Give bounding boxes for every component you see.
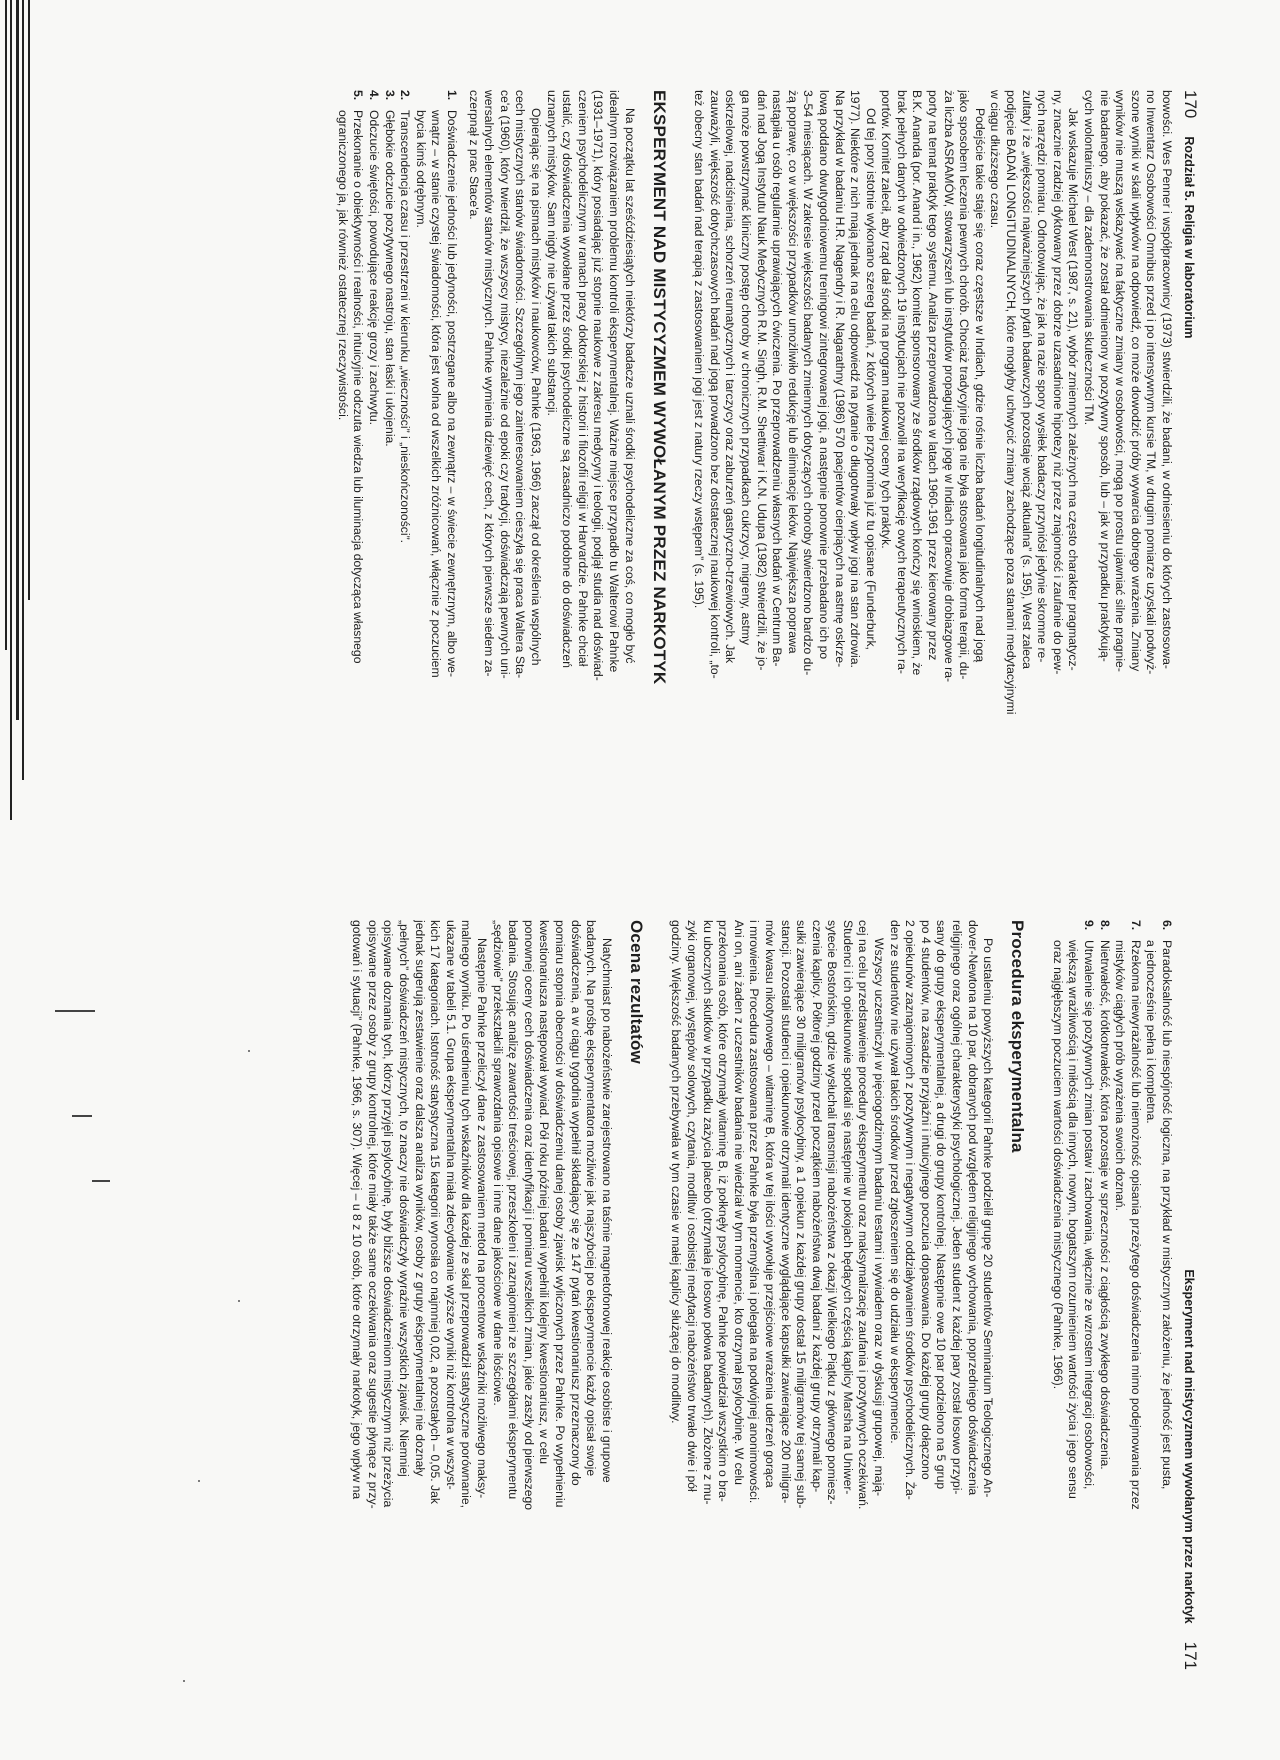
text-line: bowości. Wes Penner i współpracownicy (1973) stwierdzili, że badani, w odniesieniu do których zastosowa- [1160, 90, 1174, 669]
list-item [1096, 920, 1112, 1670]
text-line: nych narzędzi pomiaru. Odnotowując, że jak na razie spory wysiłek badaczy przyniósł jedynie skromne re- [1035, 90, 1050, 663]
text-line: 1977). Niektóre z nich mają jednak na celu odpowiedź na pytanie o długotrwały wpływ jogi na stan zdrowia. [848, 90, 863, 668]
list-text [381, 110, 397, 447]
text-line: porty na temat praktyk tego systemu. Analiza przeprowadzona w latach 1960-1961 przez kierowany przez [926, 90, 941, 661]
text-line: B.K. Ananda (por. Anand i in., 1962) komitet sponsorowany ze środków rządowych kończy się wnioskiem, że [910, 90, 925, 676]
text-line: den ze studentów nie używał takich środków przed zgłoszeniem się do udziału w eksperymencie. [887, 920, 902, 1444]
list-number: 6. [1160, 920, 1174, 931]
text-line: uznanych mistyków. Sam nigdy nie używał takich substancji. [544, 90, 559, 416]
text-line: Rzekoma niewyrażalność lub niemożność opisania przeżytego doświadczenia mimo podejmowania przez [1128, 940, 1143, 1510]
text-line: mów kwasu nikotynowego – witaminę B, która w tej ilości wywołuje przejściowe wrażenia uderzeń gorąca [762, 920, 777, 1488]
paragraph [668, 920, 886, 1670]
text-line: opisywane doznania tych, którzy przyjęli psylocybinę, były bliższe doświadczeniom mistycznym niż przeżycia [381, 920, 396, 1508]
text-line: doświadczenia, a w ciągu tygodnia wypełnił składający się ze 147 pytań kwestionariusz przeznaczony do [568, 920, 583, 1486]
text-line: ponownej oceny cech doświadczenia oraz identyfikacji i pomiaru wszelkich zmian, jakie zaszły od pierwszego [521, 920, 536, 1511]
list-number: 1. [445, 90, 460, 101]
text-line: badanych. Na prośbę eksperymentatora możliwie jak najszybciej po eksperymencie każdy opisał swoje [584, 920, 599, 1477]
text-line: Paradoksalność lub niespójność logiczna, na przykład w mistycznym założeniu, że jedność jest pusta, [1160, 940, 1174, 1490]
text-line: stancji. Pozostali studenci i opiekunowie otrzymali identyczne wyglądające kapsułki zawierające 200 miligra- [778, 920, 793, 1504]
list-item [381, 90, 397, 840]
paragraph [886, 920, 995, 1670]
text-line: Głębokie odczucie pozytywnego nastroju, stan łaski i ukojenia. [382, 110, 397, 447]
text-line: no Inwentarz Osobowości Omnibus przed i po intensywnym kursie TM, w drugim pomiarze uzyskali podwyż- [1144, 90, 1159, 675]
text-line: Od tej pory istotnie wykonano szereg badań, z których wiele przypomina już tu opisane (Funderburk, [863, 108, 878, 650]
text-line: Po ustaleniu powyższych kategorii Pahnke podzielił grupę 20 studentów Seminarium Teologicznego An- [981, 938, 996, 1498]
text-line: gotowań i sytuacji” (Pahnke, 1966, s. 307). Więcej – u 8 z 10 osób, które otrzymały narkotyk, jego wpływ na [350, 920, 365, 1500]
text-line: ukazane w tabeli 5.1. Grupa eksperymentalna miała zdecydowanie wyższe wyniki niż kontrolna w wszyst- [443, 920, 458, 1490]
list-item [397, 90, 413, 840]
text-line: też obecny stan badań nad terapią z zastosowaniem jogi jest z natury rzeczy wstępem” (s. 195). [692, 90, 707, 609]
list-number: 8. [1097, 920, 1112, 931]
paragraph [987, 90, 1081, 840]
text-line: brak pełnych danych w odwiedzonych 19 instytucjach nie pozwolił na weryfikację owych terapeutycznych ra- [894, 90, 909, 674]
scan-artifact [248, 1050, 250, 1052]
text-line: oraz najgłębszym poczuciem wartości doświadczenia mistycznego (Pahnke, 1966). [1050, 940, 1065, 1390]
list-item [412, 90, 459, 840]
text-line: sany do grupy eksperymentalnej, a drugi do grupy kontrolnej. Następnie owe 10 par podzielono na 5 grup [934, 920, 949, 1490]
text-line: Ani on, ani żaden z uczestników badania nie wiedział w tym momencie, kto otrzymał psylocybinę. W celu [731, 920, 746, 1485]
text-line: lową poddano dwutygodniowemu treningowi zintegrowanej jogi, a następnie ponownie przebadano ich po [816, 90, 831, 660]
numbered-list [1049, 920, 1174, 1670]
text-line: mistyków ciągłych prób wyrażenia swoich doznań. [1113, 940, 1128, 1211]
text-line: Natychmiast po nabożeństwie zarejestrowano na taśmie magnetofonowej reakcje osobiste i grupowe [599, 938, 614, 1483]
text-line: 3–54 miesiącach. W zakresie większości badanych zmiennych dotyczących choroby stwierdzono bardzo du- [801, 90, 816, 676]
list-text [366, 110, 382, 425]
text-line: kich 17 kategoriach. Istotność statystyczna 15 kategorii wynosiła co najmniej 0,02, a pozostałych – 0,05. Jak [428, 920, 443, 1504]
text-line: oskrzelowej, nadciśnienia, schorzeń reumatycznych i tarczycy oraz zaburzeń gastryczno-trzewiowych. Jak [723, 90, 738, 664]
text-line: Studenci i ich opiekunowie spotkali się następnie w pokojach będących częścią kaplicy Marsha na Uniwer- [840, 920, 855, 1495]
numbered-list [334, 90, 459, 840]
chapter-title: Rozdział 5. Religia w laboratorium [1182, 136, 1196, 339]
text-line: dań nad Jogą Instytutu Nauk Medycznych R.M. Singh, R.M. Shettiwar i K.N. Udupa (1982) stwierdzili, że jo- [754, 90, 769, 671]
list-text [412, 110, 459, 678]
list-number: 4. [367, 90, 382, 101]
text-line: opisywane przez osoby z grupy kontrolnej, które miały także same oczekiwania oraz sugestie płynące z przy- [365, 920, 380, 1509]
text-line: ograniczonego ja, jak również ostatecznej rzeczywistości. [335, 110, 350, 421]
text-line: zyki organowej, występów solowych, czytania, modlitw i osobistej medytacji nabożeństwo trwało dwie i pół [684, 920, 699, 1492]
list-number: 7. [1128, 920, 1143, 931]
scan-artifact [198, 1480, 200, 1482]
text-line: czerpnął z prac Stace'a. [466, 90, 481, 220]
paragraph [349, 920, 489, 1670]
text-line: żą poprawę, co w większości przypadków umożliwiło redukcję lub eliminację leków. Największa poprawa [785, 90, 800, 654]
text-line: ku ubocznych skutków w przypadku zażycia placebo (otrzymała je losowo połowa badanych). Złożone z mu- [700, 920, 715, 1505]
text-line: Na początku lat sześćdziesiątych niektórzy badacze uznali środki psychodeliczne za coś, co mogło być [622, 108, 637, 664]
text-line: Nietrwałość, krótkotrwałość, która pozostaje w sprzeczności z ciągłością zwykłego doświadczenia. [1097, 940, 1112, 1470]
subsection-heading: Procedura eksperymentalna [1008, 920, 1028, 1153]
text-line: portów. Komitet zalecił, aby rząd dał środki na program naukowej oceny tych praktyk. [879, 90, 894, 549]
text-line: ga może powstrzymać kliniczny postęp choroby w chronicznych przypadkach cukrzycy, migreny, astmy [738, 90, 753, 645]
text-line: zauważyli, większość dotychczasowych badań nad jogą prowadzono bez dostatecznej naukowej kontroli, „to- [707, 90, 722, 679]
text-line: Wszyscy uczestniczyli w pięciogodzinnym badaniu testami i wywiadem oraz w dyskusji grupowej, mają- [872, 938, 887, 1497]
text-line: cej na celu przedstawienie procedury eksperymentu oraz maksymalizację zaufania i pozytywnych oczekiwań. [856, 920, 871, 1510]
text-line: i mrowienia. Procedura zastosowana przez Pahnke była przemyślna i polegała na podwójnej anonimowości. [747, 920, 762, 1504]
list-text [1112, 940, 1143, 1510]
text-line: po 4 studentów, na zasadzie przyjaźni i intuicyjnego poczucia dopasowania. Do każdej grupy dołączono [918, 920, 933, 1480]
list-number: 9. [1082, 920, 1097, 931]
list-number: 3. [382, 90, 397, 101]
list-number: 5. [351, 90, 366, 101]
text-line: Przekonanie o obiektywności i realności, intuicyjnie odczuta wiedza lub iluminacja dotycząca własnego [351, 110, 366, 664]
list-text [1049, 940, 1096, 1499]
list-item [1049, 920, 1096, 1670]
text-line: podjęcie BADAŃ LONGITUDINALNYCH, które mogłyby uchwycić zmiany zachodzące poza stanami medytacyjnymi [1004, 90, 1019, 715]
text-line: sułki zawierające 30 miligramów psylocybiny, a 1 opiekun z każdej grupy dostał 15 miligramów tej samej sub- [794, 920, 809, 1509]
paragraph [489, 920, 614, 1670]
scan-artifact [55, 1010, 95, 1012]
text-line: nastąpiła u osób regularnie uprawiających ćwiczenia. Po przeprowadzeniu własnych badań w Centrum Ba- [770, 90, 785, 667]
scan-artifact [238, 1300, 240, 1302]
page-number: 171 [1181, 1641, 1200, 1670]
text-line: wnątrz – w stanie czystej świadomości, która jest wolna od wszelkich zróżnicowań, włącznie z poczuciem [429, 110, 444, 678]
section-running-title: Eksperyment nad mistycyzmem wywołanym przez narkotyk [1182, 1269, 1196, 1624]
list-item [334, 90, 365, 840]
text-line: a jednocześnie pełna i kompletna. [1144, 940, 1159, 1124]
list-number: 2. [398, 90, 413, 101]
list-item [366, 90, 382, 840]
text-line: Utrwalenie się pozytywnych zmian postaw i zachowania, włącznie ze wzrostem integracji osobowości, [1082, 940, 1097, 1490]
text-line: Odczucie świętości, powodujące reakcję grozy i zachwytu. [367, 110, 382, 425]
scan-artifact [92, 1180, 110, 1182]
text-line: Doświadczenie jedności lub jedyności, postrzegane albo na zewnątrz – w świecie zewnętrznym, albo we- [445, 110, 460, 678]
paragraph [1080, 90, 1174, 840]
scan-artifact [72, 1115, 92, 1117]
text-line: dover-Newtona na 10 par, dobranych pod względem religijnego wychowania, poprzedniego doświadczenia [965, 920, 980, 1496]
text-line: ny, znacznie rzadziej dyktowany przez dobrze uzasadnione hipotezy niż przez znajomość i zaufanie do pew- [1050, 90, 1065, 675]
text-line: wyników nie muszą wskazywać na faktyczne zmiany w osobowości, mogą po prostu ujawniać silne pragnie- [1113, 90, 1128, 672]
text-line: badania. Stosując analizę zawartości treściowej, przeszkoleni i zaznajomieni ze szczegółami eksperymentu [506, 920, 521, 1500]
text-line: bycia kimś odrębnym. [413, 110, 428, 228]
text-line: „sędziowie” przekształcili sprawozdania opisowe i inne dane jakościowe w dane ilościowe. [490, 920, 505, 1406]
paragraph [878, 90, 987, 840]
paragraph [543, 90, 637, 840]
text-line: Opierając się na pismach mistyków i naukowców, Pahnke (1963, 1966) zaczął od określenia wspólnych [529, 108, 544, 666]
subsection-heading: Ocena rezultatów [626, 920, 646, 1064]
text-line: ustalić, czy doświadczenia wywołane przez środki psychodeliczne są zasadniczo podobne do doświadczeń [560, 90, 575, 668]
text-line: Następnie Pahnke przeliczył dane z zastosowaniem metod na procentowe wskaźniki możliwego maksy- [475, 938, 490, 1499]
text-line: czeniem psychodelicznym w ramach pracy doktorskiej z historii i filozofii religii w Harvardzie. Pahnke chciał [575, 90, 590, 667]
text-line: cych wolontariuszy – dla zademonstrowania skuteczności TM. [1082, 90, 1097, 426]
text-line: Jak wskazuje Michael West (1987, s. 21), wybór zmiennych zależnych ma często charakter pragmatycz- [1066, 108, 1081, 671]
text-line: „pełnych” doświadczeń mistycznych, to znaczy nie doświadczyły wyraźnie wszystkich zjawisk. Niemniej [397, 920, 412, 1477]
text-line: 2 opiekunów zaznajomionych z pozytywnym i negatywnym oddziaływaniem środków psychodelicznych. Ża- [903, 920, 918, 1500]
list-text [334, 110, 365, 663]
text-line: religijnego oraz ogólnej charakterystyki psychologicznej. Jeden student z każdej pary został losowo przypi- [950, 920, 965, 1495]
text-line: ce'a (1960), który twierdził, że wszyscy mistycy, niezależnie od epoki czy tradycji, doświadczają pewnych uni- [497, 90, 512, 679]
text-line: Transcendencja czasu i przestrzeni w kierunku „wieczności” i „nieskończoności”. [398, 110, 413, 544]
text-line: jednak sugerują zestawienie oraz dalsza analiza wyników, osoby z grupy eksperymentalnej nie doznały [412, 920, 427, 1477]
text-line: nie badanego, aby pokazać, że został odmieniony w pozytywny sposób, lub – jak w przypadku praktykują- [1097, 90, 1112, 662]
text-line: w ciągu dłuższego czasu. [988, 90, 1003, 229]
text-line: czenia kaplicy. Półtorej godziny przed początkiem nabożeństwa dwaj badani z każdej grupy otrzymali kap- [809, 920, 824, 1493]
text-line: idealnym rozwiązaniem problemu kontroli eksperymentalnej. Ważne miejsce przypadło tu Walterowi Pahnke [607, 90, 621, 673]
text-line: większą wrażliwością i miłością dla innych, nowym, bogatszym rozumieniem wartości życia i jego sensu [1066, 940, 1081, 1499]
text-line: zultaty i że „większości najważniejszych pytań badawczych pozostaje wciąż aktualna” (s. 195), West zaleca [1019, 90, 1034, 669]
text-line: szone wyniki w skali wpływów na odpowiedź, co może dowodzić próby wywarcia dobrego wrażenia. Zmiany [1128, 90, 1143, 672]
text-line: kwestionariusza następował wywiad. Pół roku później badani wypełnili kolejny kwestionariusz, w celu [537, 920, 552, 1464]
text-line: przekonania osób, które otrzymały witaminę B, iż połknęły psylocybinę, Pahnke powiedział wszystkim o bra- [716, 920, 731, 1502]
text-line: malnego wyniku. Po uśrednieniu tych wskaźników dla każdej ze skal przeprowadził statystyczne porównanie, [459, 920, 474, 1508]
text-line: wersalnych elementów stanów mistycznych. Pahnke wymienia dziewięć cech, z których pierwsze siedem za- [482, 90, 497, 677]
scan-artifact [183, 1680, 185, 1682]
text-line: sytecie Bostońskim, gdzie wysłuchali transmisji nabożeństwa z okazji Wielkiego Piątku z głównego pomiesz- [825, 920, 840, 1505]
text-line: Na przykład w badaniu H.R. Nagendry i R. Nagarathny (1986) 570 pacjentów cierpiących na astmę oskrze- [832, 90, 847, 668]
text-line: Podejście takie staje się coraz częstsze w Indiach, gdzie rośnie liczba badań longitudinalnych nad jogą [972, 108, 987, 663]
list-item [1143, 920, 1174, 1670]
text-line: cech mistycznych stanów świadomości. Szczególnym jego zainteresowaniem cieszyła się praca Waltera Sta- [513, 90, 528, 679]
right-page [0, 880, 1280, 1760]
running-head-left [1180, 90, 1200, 840]
scan-binding-edge [0, 0, 34, 1760]
paragraph [465, 90, 543, 840]
text-line: godziny. Większość badanych przebywała w tym czasie w małej kaplicy służącej do modlitwy. [669, 920, 684, 1424]
paragraph [691, 90, 878, 840]
list-text [397, 110, 413, 543]
list-item [1112, 920, 1143, 1670]
text-line: jako sposobem leczenia pewnych chorób. Chociaż tradycyjnie joga nie była stosowana jako forma terapii, du- [957, 90, 972, 680]
list-text [1143, 940, 1174, 1489]
text-line: ża liczba ASRAMÓW, stowarzyszeń lub instytutów propagujących jogę w Indiach opracowuje drobiazgowe ra- [941, 90, 956, 683]
text-line: (1931–1971), który posiadając już stopnie naukowe z zakresu medycyny i teologii, podjął studia nad doświad- [591, 90, 606, 681]
text-line: pomiaru stopnia obecności w doświadczeniu danej osoby zjawisk wyliczonych przez Pahnke. Po wypełnieniu [553, 920, 567, 1508]
running-head-right [1180, 920, 1200, 1670]
section-heading: EKSPERYMENT NAD MISTYCYZMEM WYWOŁANYM PRZEZ NARKOTYK [649, 90, 669, 685]
list-text [1096, 940, 1112, 1470]
page-number: 170 [1181, 90, 1200, 119]
